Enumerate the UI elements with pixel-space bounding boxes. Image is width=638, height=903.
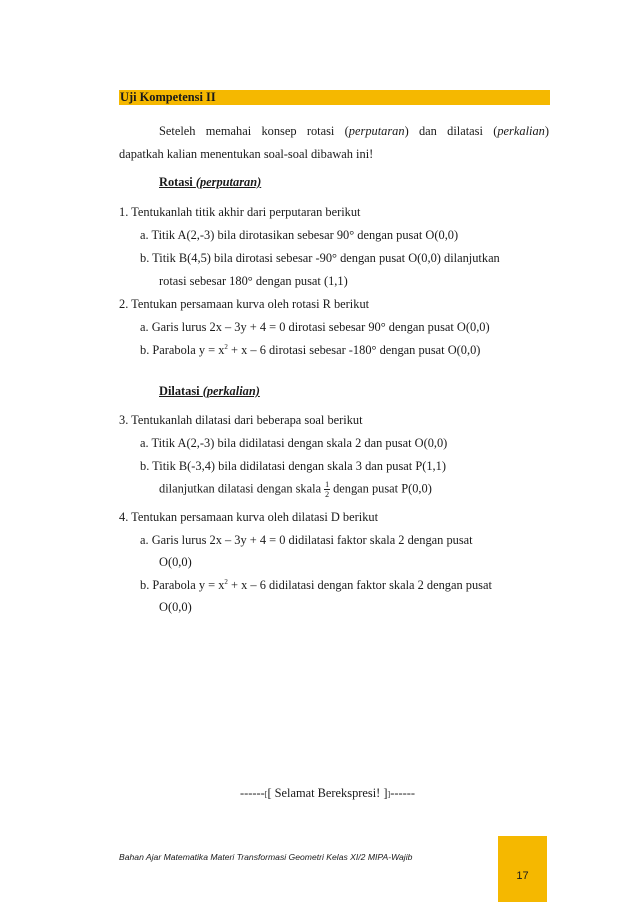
section-title-sub: (perkalian) — [202, 384, 260, 398]
page-number: 17 — [516, 870, 529, 882]
q3b-text: dilanjutkan dilatasi dengan skala — [159, 481, 322, 496]
intro-line-2: dapatkah kalian menentukan soal-soal dibawah ini! — [119, 147, 374, 161]
question-4b-line1 — [140, 578, 492, 593]
question-4b-line2: O(0,0) — [159, 600, 192, 614]
closing-dashes: ------ — [390, 786, 415, 800]
intro-line-1 — [159, 124, 549, 139]
section-title-rotasi — [159, 175, 261, 190]
fraction-one-half — [324, 480, 330, 499]
q4b-exponent: 2 — [224, 578, 228, 586]
question-4: 4. Tentukan persamaan kurva oleh dilatasi D berikut — [119, 510, 379, 524]
closing-bracket: [ — [264, 790, 268, 799]
question-4a-line1: a. Garis lurus 2x – 3y + 4 = 0 didilatasi faktor skala 2 dengan pusat — [140, 533, 473, 547]
intro-term-rotation: perputaran — [348, 124, 405, 138]
section-title-sub: (perputaran) — [195, 175, 262, 189]
question-3b-line2 — [159, 480, 432, 499]
question-2b — [140, 343, 480, 358]
footer-text: Bahan Ajar Matematika Materi Transformasi Geometri Kelas XI/2 MIPA-Wajib — [119, 852, 413, 862]
closing-dashes: ------ — [240, 786, 265, 800]
question-4a-line2: O(0,0) — [159, 555, 192, 569]
section-title-dilatasi — [159, 384, 260, 399]
question-3: 3. Tentukanlah dilatasi dari beberapa soal berikut — [119, 413, 363, 427]
question-1a: a. Titik A(2,-3) bila dirotasikan sebesar 90° dengan pusat O(0,0) — [140, 228, 459, 242]
q3b-text: dengan pusat P(0,0) — [333, 481, 432, 496]
closing-bracket: ] — [387, 790, 391, 799]
intro-text: Seteleh memahai konsep rotasi ( — [159, 124, 349, 138]
question-2: 2. Tentukan persamaan kurva oleh rotasi R berikut — [119, 297, 370, 311]
question-3b-line1: b. Titik B(-3,4) bila didilatasi dengan skala 3 dan pusat P(1,1) — [140, 459, 446, 473]
closing-text: [ Selamat Berekspresi! ] — [267, 786, 388, 800]
question-1b-line2: rotasi sebesar 180° dengan pusat (1,1) — [159, 274, 348, 288]
q2b-exponent: 2 — [224, 343, 228, 351]
intro-term-dilation: perkalian — [497, 124, 545, 138]
q4b-text: b. Parabola y = x — [140, 578, 225, 592]
section-header-title: Uji Kompetensi II — [120, 90, 216, 104]
closing-message — [240, 786, 415, 801]
q2b-text: b. Parabola y = x — [140, 343, 225, 357]
question-1: 1. Tentukanlah titik akhir dari perputaran berikut — [119, 205, 361, 219]
question-1b-line1: b. Titik B(4,5) bila dirotasi sebesar -90° dengan pusat O(0,0) dilanjutkan — [140, 251, 500, 265]
q2b-text: + x – 6 dirotasi sebesar -180° dengan pusat O(0,0) — [227, 343, 481, 357]
fraction-denominator: 2 — [325, 490, 330, 499]
q4b-text: + x – 6 didilatasi dengan faktor skala 2 dengan pusat — [227, 578, 492, 592]
intro-text: ) dan dilatasi ( — [404, 124, 498, 138]
fraction-numerator: 1 — [325, 480, 330, 489]
intro-text: ) — [544, 124, 549, 138]
question-2a: a. Garis lurus 2x – 3y + 4 = 0 dirotasi sebesar 90° dengan pusat O(0,0) — [140, 320, 490, 334]
page-number-box — [498, 836, 547, 902]
question-3a: a. Titik A(2,-3) bila didilatasi dengan skala 2 dan pusat O(0,0) — [140, 436, 448, 450]
section-title-word: Dilatasi — [159, 384, 203, 398]
section-header-bar — [119, 90, 550, 105]
section-title-word: Rotasi — [159, 175, 196, 189]
